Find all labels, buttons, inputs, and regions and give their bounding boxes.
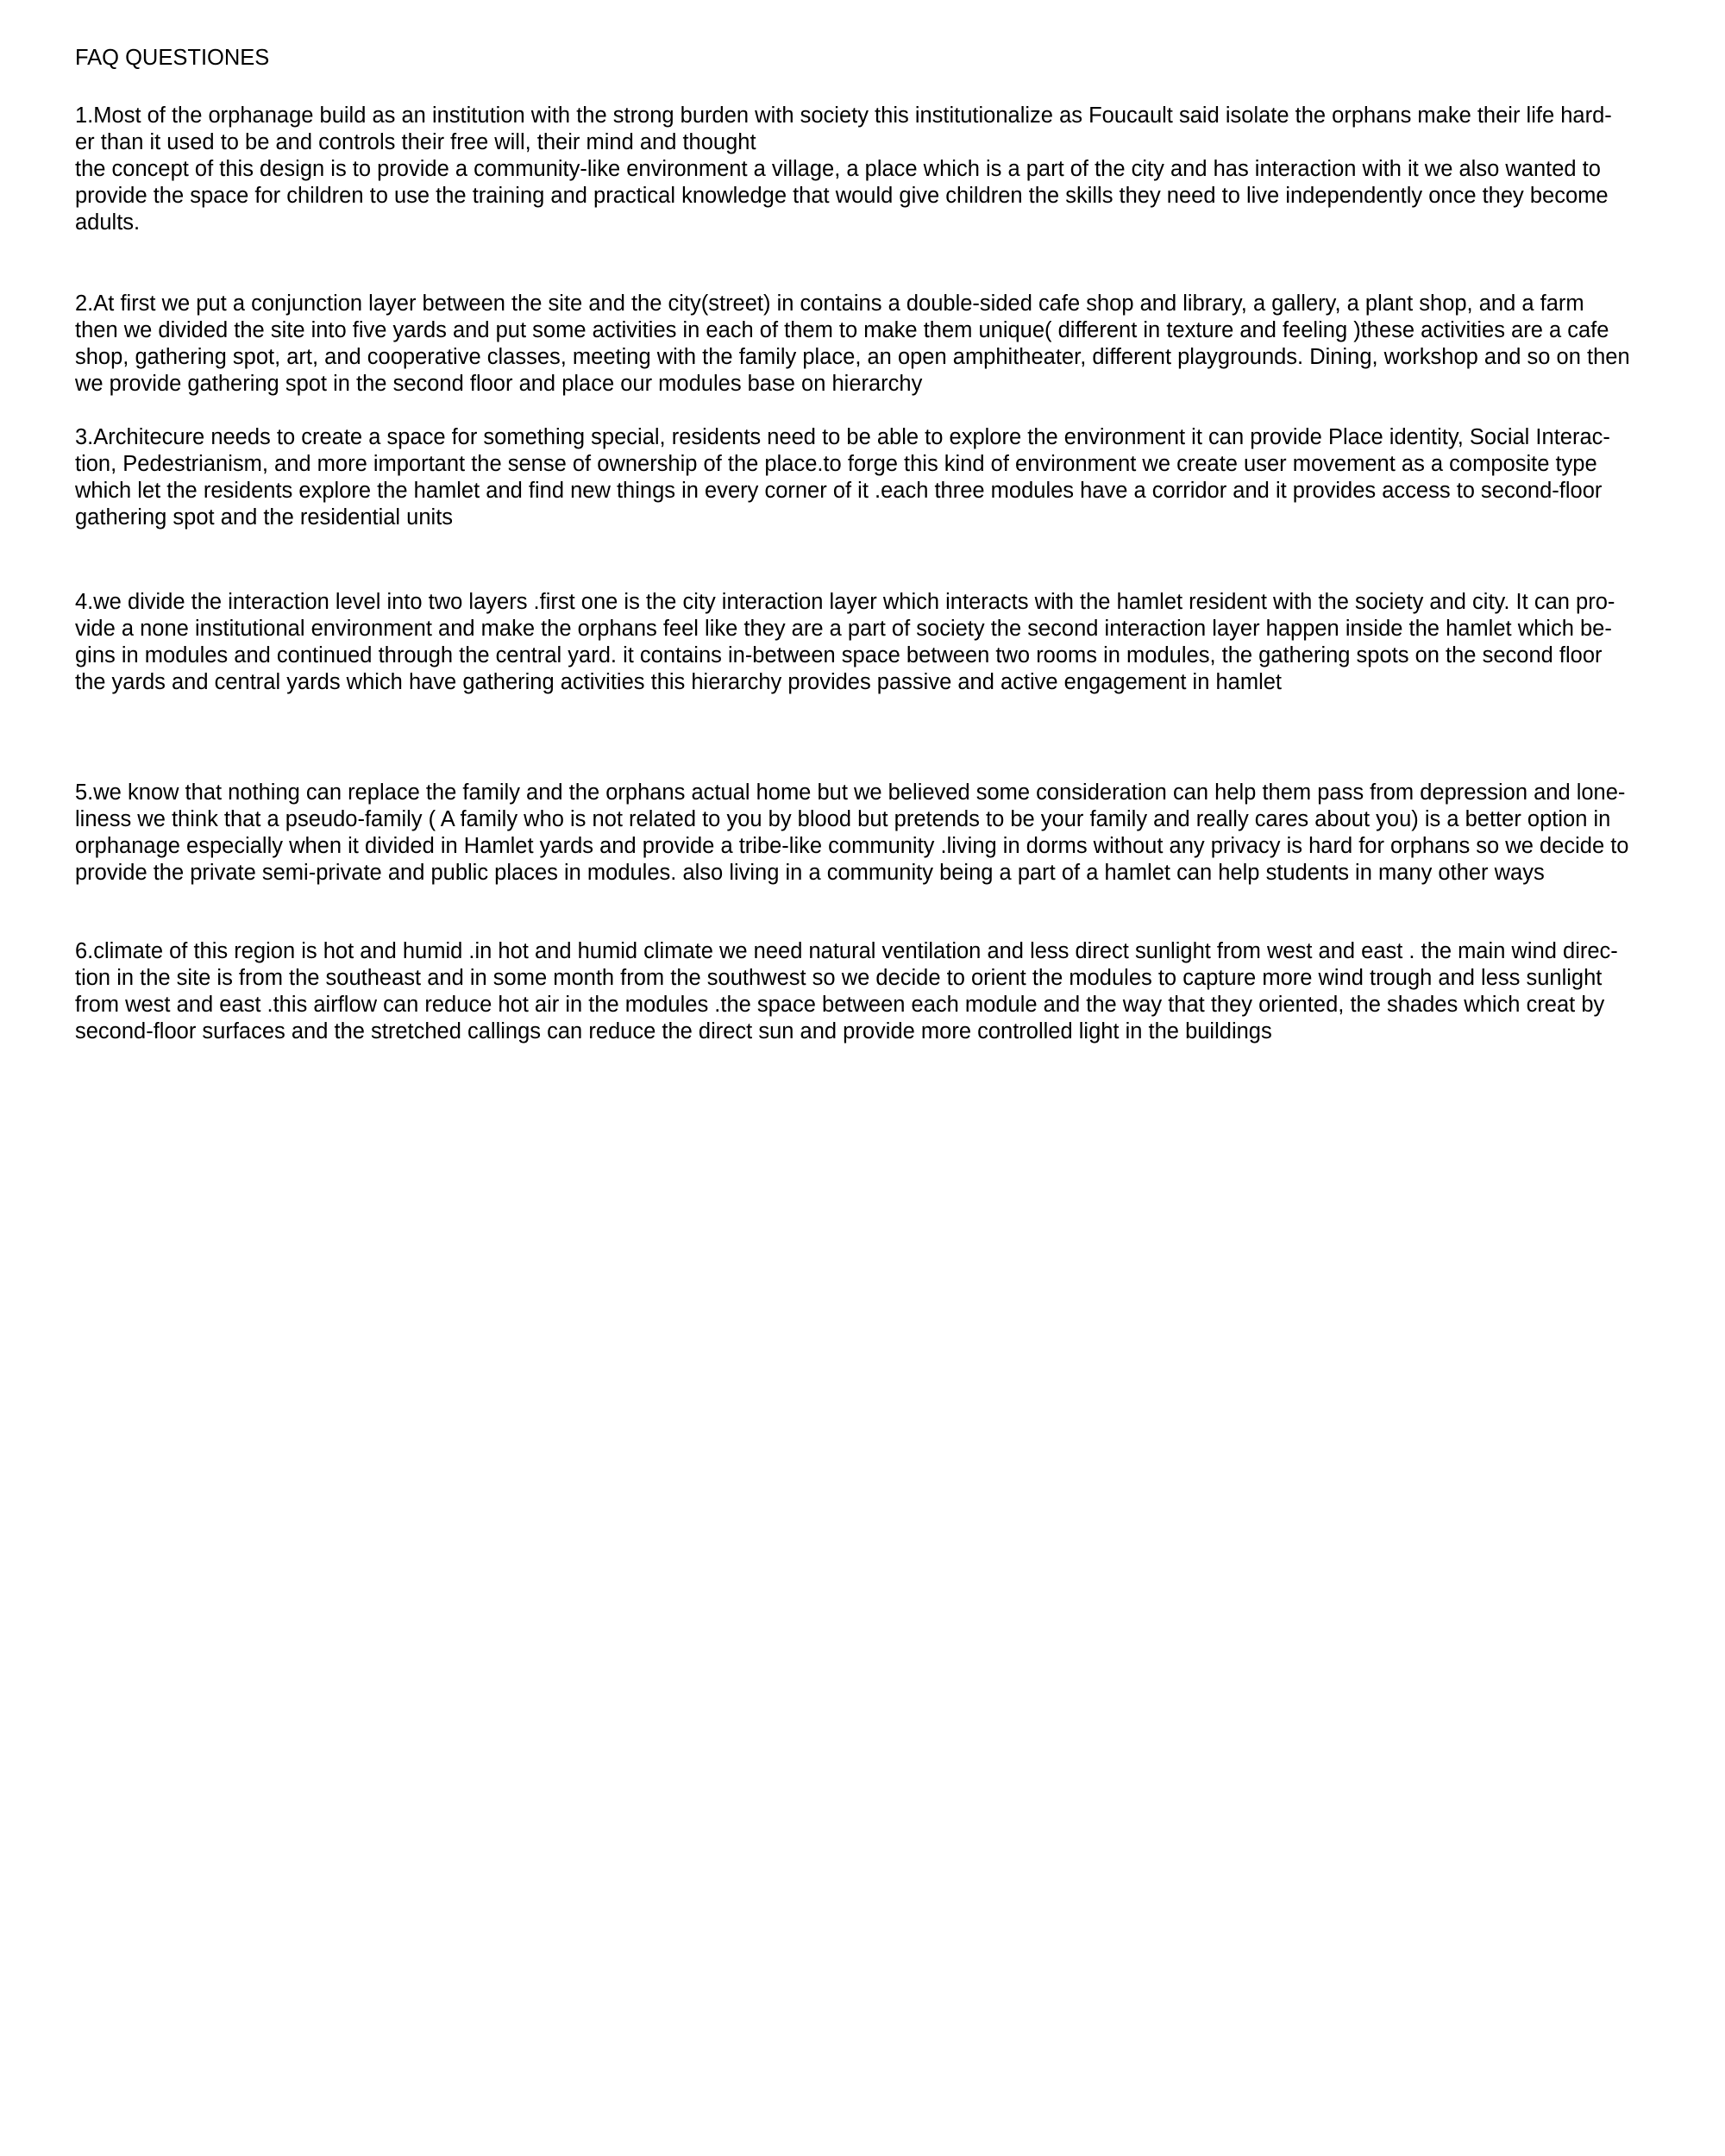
text-line: from west and east .this airflow can reduce hot air in the modules .the space between each module and the way that they oriented, the shades which creat by <box>75 993 1605 1017</box>
text-line: gins in modules and continued through the central yard. it contains in-between space between two rooms in modules, the gathering spots on the second floor <box>75 643 1603 667</box>
page-title: FAQ QUESTIONES <box>75 46 270 70</box>
text-line: adults. <box>75 210 141 235</box>
text-line: gathering spot and the residential units <box>75 505 454 530</box>
text-line: the yards and central yards which have gathering activities this hierarchy provides passive and active engagement in hamlet <box>75 670 1283 694</box>
text-line: we provide gathering spot in the second floor and place our modules base on hierarchy <box>75 372 923 396</box>
text-line: orphanage especially when it divided in Hamlet yards and provide a tribe-like community .living in dorms without any privacy is hard for orphans so we decide to <box>75 834 1629 858</box>
faq-answer-2 <box>75 291 1662 398</box>
text-line: er than it used to be and controls their free will, their mind and thought <box>75 130 756 154</box>
text-line: 6.climate of this region is hot and humid .in hot and humid climate we need natural ventilation and less direct sunlight from west and east . the main wind direc- <box>75 939 1618 963</box>
faq-document <box>75 45 1662 1044</box>
faq-answer-6 <box>75 938 1662 1045</box>
text-line: tion in the site is from the southeast and in some month from the southwest so we decide to orient the modules to capture more wind trough and less sunlight <box>75 966 1603 990</box>
faq-answer-4 <box>75 589 1662 696</box>
faq-answer-3 <box>75 424 1662 531</box>
text-line: 2.At first we put a conjunction layer between the site and the city(street) in contains a double-sided cafe shop and library, a gallery, a plant shop, and a farm <box>75 291 1584 316</box>
faq-answer-5 <box>75 780 1662 887</box>
text-line: then we divided the site into five yards and put some activities in each of them to make them unique( different in texture and feeling )these activities are a cafe <box>75 318 1609 342</box>
text-line: provide the space for children to use the training and practical knowledge that would give children the skills they need to live independently once they become <box>75 184 1609 208</box>
text-line: tion, Pedestrianism, and more important the sense of ownership of the place.to forge this kind of environment we create user movement as a composite type <box>75 452 1597 476</box>
text-line: second-floor surfaces and the stretched callings can reduce the direct sun and provide more controlled light in the buildings <box>75 1019 1272 1044</box>
text-line: 5.we know that nothing can replace the family and the orphans actual home but we believed some consideration can help them pass from depression and lone- <box>75 780 1626 805</box>
text-line: 1.Most of the orphanage build as an institution with the strong burden with society this institutionalize as Foucault said isolate the orphans make their life hard- <box>75 103 1612 128</box>
text-line: vide a none institutional environment and make the orphans feel like they are a part of society the second interaction layer happen inside the hamlet which be- <box>75 617 1612 641</box>
text-line: provide the private semi-private and public places in modules. also living in a community being a part of a hamlet can help students in many other ways <box>75 861 1545 885</box>
faq-answer-1 <box>75 103 1662 236</box>
text-line: 3.Architecure needs to create a space for something special, residents need to be able to explore the environment it can provide Place identity, Social Interac- <box>75 425 1610 449</box>
text-line: 4.we divide the interaction level into two layers .first one is the city interaction layer which interacts with the hamlet resident with the society and city. It can pro- <box>75 590 1615 614</box>
text-line: liness we think that a pseudo-family ( A family who is not related to you by blood but pretends to be your family and really cares about you) is a better option in <box>75 807 1611 831</box>
text-line: the concept of this design is to provide a community-like environment a village, a place which is a part of the city and has interaction with it we also wanted to <box>75 157 1601 181</box>
text-line: which let the residents explore the hamlet and find new things in every corner of it .each three modules have a corridor and it provides access to second-floor <box>75 479 1603 503</box>
text-line: shop, gathering spot, art, and cooperative classes, meeting with the family place, an open amphitheater, different playgrounds. Dining, workshop and so on then <box>75 345 1630 369</box>
